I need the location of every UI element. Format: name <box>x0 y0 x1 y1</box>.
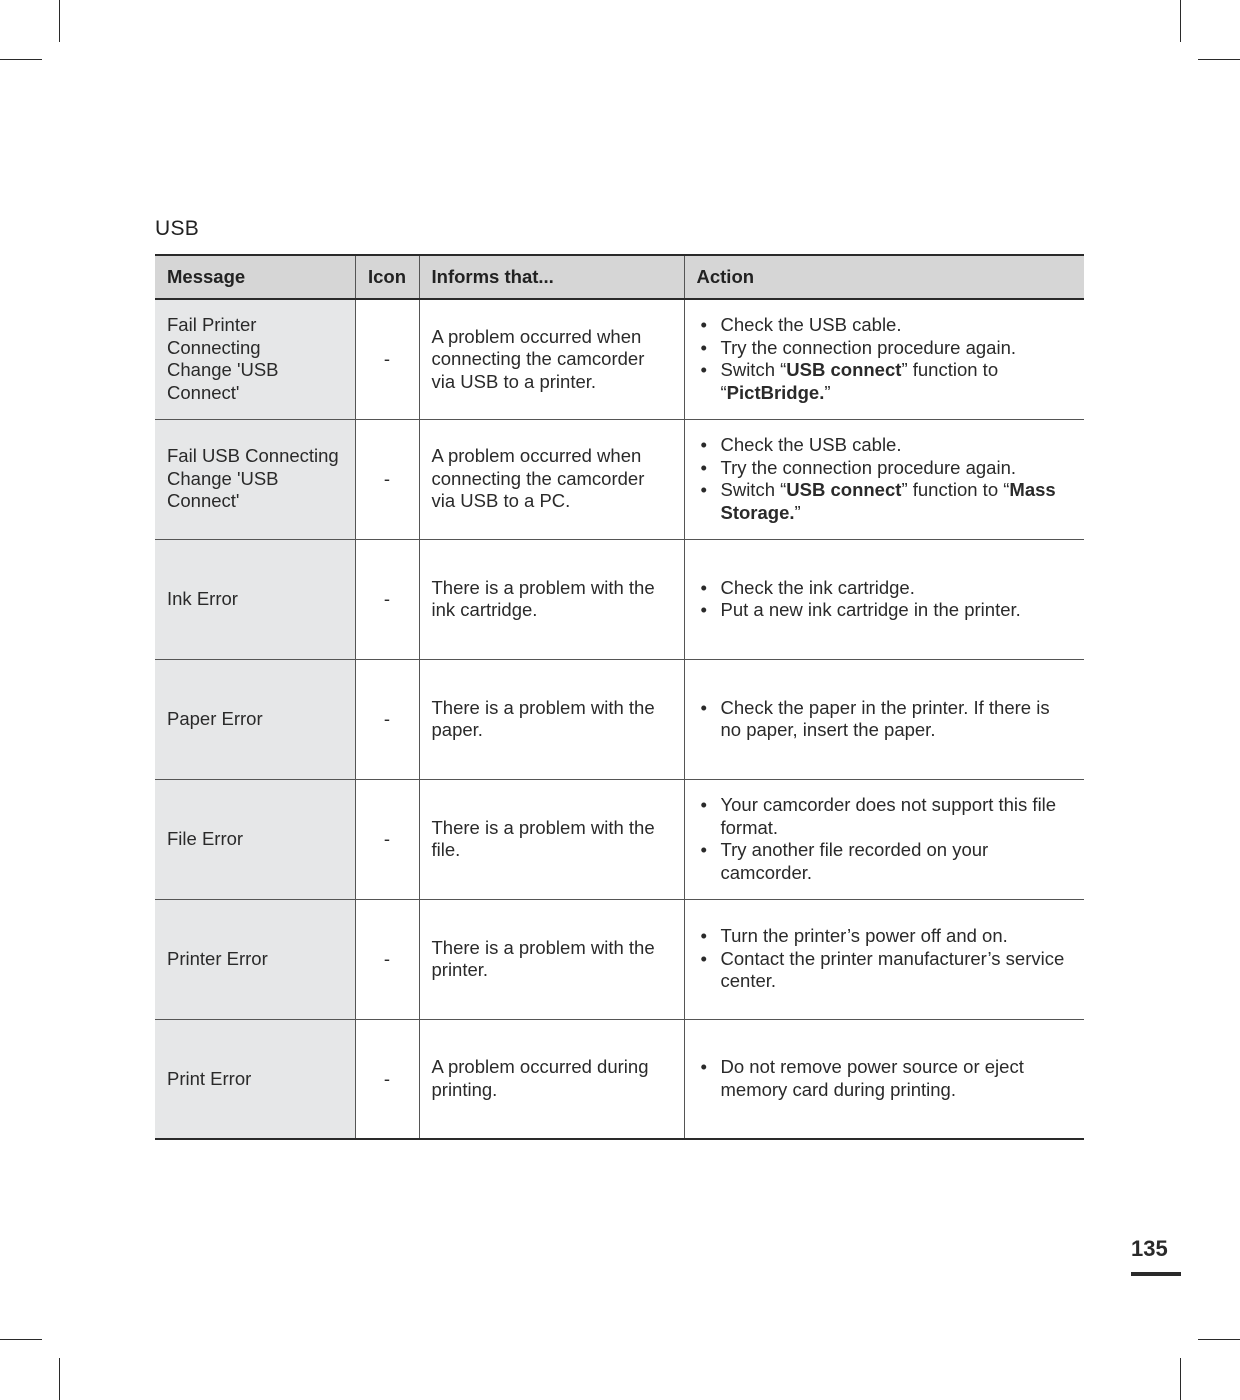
table-header-row <box>155 255 1084 299</box>
icon-cell: - <box>355 779 419 899</box>
action-list <box>697 925 1073 993</box>
action-item <box>697 839 1073 884</box>
action-cell <box>684 779 1084 899</box>
message-cell <box>155 659 355 779</box>
action-item <box>697 314 1073 337</box>
action-list <box>697 434 1073 524</box>
action-text: Switch “ <box>720 479 787 500</box>
icon-cell: - <box>355 659 419 779</box>
action-list <box>697 794 1073 884</box>
action-text: ” <box>824 381 831 403</box>
table-row <box>155 299 1084 419</box>
informs-cell: A problem occurred when connecting the camcorder via USB to a printer. <box>419 299 684 419</box>
action-text: Check the ink cartridge. <box>720 576 915 598</box>
message-line: Print Error <box>167 1067 252 1089</box>
section-title: USB <box>155 217 200 240</box>
action-list <box>697 697 1073 742</box>
icon-cell: - <box>355 899 419 1019</box>
header-action: Action <box>684 255 1084 299</box>
header-informs: Informs that... <box>419 255 684 299</box>
message-cell <box>155 299 355 419</box>
informs-cell: There is a problem with the printer. <box>419 899 684 1019</box>
action-cell <box>684 1019 1084 1139</box>
message-cell <box>155 419 355 539</box>
action-cell <box>684 899 1084 1019</box>
action-text: ” function to “ <box>901 479 1010 500</box>
action-emphasis: USB connect <box>786 359 902 381</box>
message-line: Fail USB Connecting <box>167 445 339 467</box>
message-line: Change 'USB <box>167 359 279 381</box>
message-line: Change 'USB <box>167 467 279 489</box>
icon-cell: - <box>355 299 419 419</box>
action-list <box>697 314 1073 404</box>
message-line: File Error <box>167 827 244 849</box>
action-item <box>697 697 1073 742</box>
message-line: Printer Error <box>167 947 268 969</box>
action-text: Check the paper in the printer. If there is no paper, insert the paper. <box>720 696 1050 740</box>
message-cell <box>155 899 355 1019</box>
action-item <box>697 948 1073 993</box>
action-list <box>697 1056 1073 1101</box>
message-line: Fail Printer <box>167 314 257 336</box>
action-item <box>697 479 1073 524</box>
action-list <box>697 577 1073 622</box>
action-emphasis: PictBridge. <box>726 381 825 403</box>
action-item <box>697 434 1073 457</box>
action-text: Check the USB cable. <box>720 314 902 336</box>
action-text: Contact the printer manufacturer’s service center. <box>720 947 1065 992</box>
crop-mark <box>1180 0 1181 42</box>
page-number-bar <box>1131 1272 1181 1276</box>
action-text: Turn the printer’s power off and on. <box>720 925 1008 947</box>
message-line: Connect' <box>167 490 240 512</box>
action-text: Switch “ <box>720 359 787 381</box>
action-text: Check the USB cable. <box>720 434 902 455</box>
action-item <box>697 1056 1073 1101</box>
action-cell <box>684 539 1084 659</box>
informs-cell: A problem occurred when connecting the camcorder via USB to a PC. <box>419 419 684 539</box>
action-item <box>697 925 1073 948</box>
message-line: Connecting <box>167 336 261 358</box>
informs-cell: There is a problem with the paper. <box>419 659 684 779</box>
action-emphasis: Mass Storage. <box>720 479 1056 523</box>
message-line: Ink Error <box>167 587 238 609</box>
message-line: Connect' <box>167 381 240 403</box>
crop-mark <box>1180 1358 1181 1400</box>
action-text: Try another file recorded on your camcorder. <box>720 839 989 883</box>
icon-cell: - <box>355 539 419 659</box>
table-row <box>155 659 1084 779</box>
table-row <box>155 1019 1084 1139</box>
action-text: ” function to “ <box>720 359 999 403</box>
action-item <box>697 599 1073 622</box>
action-cell <box>684 299 1084 419</box>
action-emphasis: USB connect <box>786 479 902 500</box>
action-item <box>697 794 1073 839</box>
action-cell <box>684 419 1084 539</box>
table-row <box>155 899 1084 1019</box>
icon-cell: - <box>355 1019 419 1139</box>
table-row <box>155 539 1084 659</box>
page-number: 135 <box>1131 1236 1168 1261</box>
crop-mark <box>0 1339 42 1340</box>
icon-cell: - <box>355 419 419 539</box>
crop-mark <box>59 1358 60 1400</box>
table-row <box>155 779 1084 899</box>
table-row <box>155 419 1084 539</box>
action-cell <box>684 659 1084 779</box>
crop-mark <box>59 0 60 42</box>
message-line: Paper Error <box>167 707 263 729</box>
header-icon: Icon <box>355 255 419 299</box>
message-cell <box>155 539 355 659</box>
informs-cell: There is a problem with the ink cartridge. <box>419 539 684 659</box>
informs-cell: There is a problem with the file. <box>419 779 684 899</box>
action-text: Try the connection procedure again. <box>720 456 1016 478</box>
crop-mark <box>0 59 42 60</box>
crop-mark <box>1198 59 1240 60</box>
informs-cell: A problem occurred during printing. <box>419 1019 684 1139</box>
message-cell <box>155 1019 355 1139</box>
action-item <box>697 457 1073 480</box>
table-body <box>155 299 1084 1139</box>
action-text: Do not remove power source or eject memory card during printing. <box>720 1056 1024 1100</box>
message-cell <box>155 779 355 899</box>
action-text: ” <box>794 501 801 523</box>
action-text: Try the connection procedure again. <box>720 336 1016 358</box>
action-item <box>697 359 1073 404</box>
header-message: Message <box>155 255 355 299</box>
action-text: Your camcorder does not support this file format. <box>720 794 1057 838</box>
usb-error-table <box>155 254 1084 1140</box>
action-item <box>697 337 1073 360</box>
action-item <box>697 577 1073 600</box>
crop-mark <box>1198 1339 1240 1340</box>
action-text: Put a new ink cartridge in the printer. <box>720 599 1021 620</box>
